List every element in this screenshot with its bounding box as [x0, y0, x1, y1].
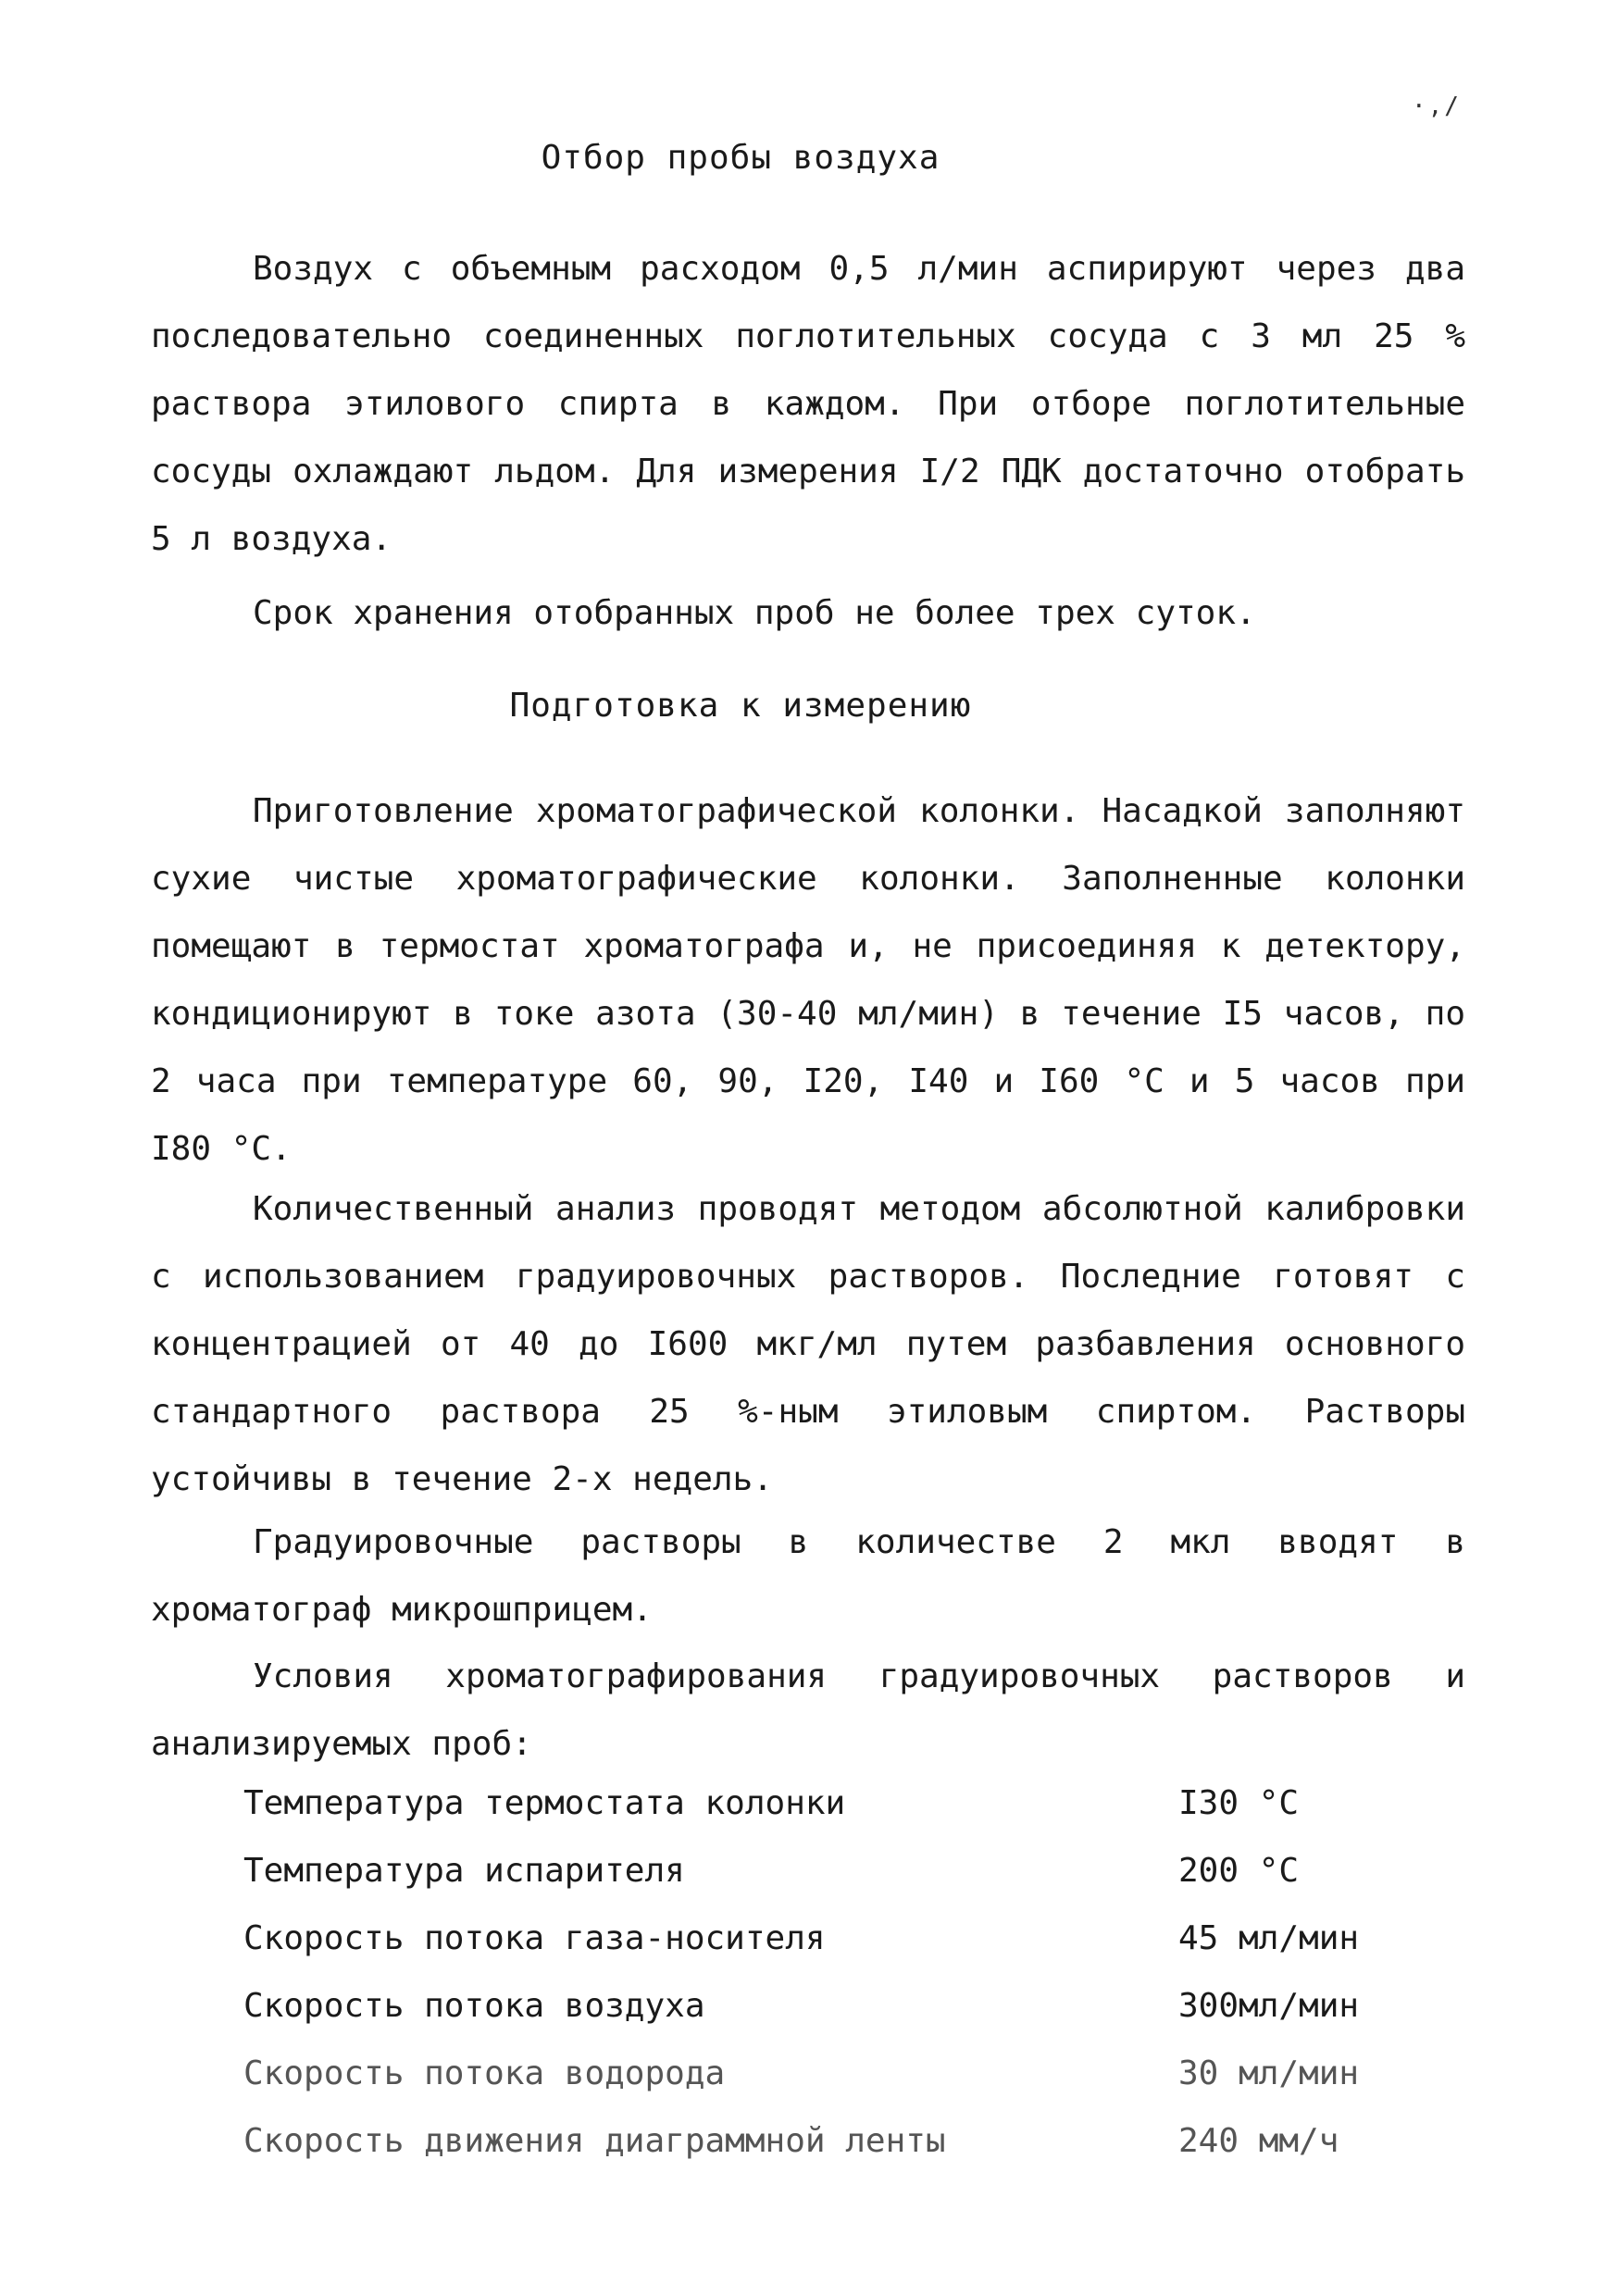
condition-row	[243, 1769, 1401, 1837]
conditions-table	[243, 1769, 1401, 2175]
condition-value: I30 °С	[1178, 1784, 1300, 1822]
section-title-preparation: Подготовка к измерению	[509, 687, 972, 725]
paragraph-text: Воздух с объемным расходом 0,5 л/мин аспирируют через два последовательно соединенных поглотительных сосуда с 3 мл 25 % раствора этилового спирта в каждом. При отборе поглотительные сосуды охлаждают льдом. Для измерения I/2 ПДК достаточно отобрать 5 л воздуха.	[151, 250, 1465, 558]
paragraph-column-preparation	[151, 777, 1465, 1183]
condition-value: 240 мм/ч	[1178, 2122, 1339, 2160]
condition-label: Скорость движения диаграммной ленты	[243, 2122, 946, 2160]
page-corner-mark: ·,/	[1412, 93, 1461, 120]
section-title-air-sampling: Отбор пробы воздуха	[541, 139, 940, 177]
condition-row	[243, 1905, 1401, 1972]
condition-label: Скорость потока водорода	[243, 2054, 726, 2092]
condition-row	[243, 1837, 1401, 1905]
condition-label: Температура термостата колонки	[243, 1784, 846, 1822]
condition-row	[243, 1972, 1401, 2040]
condition-value: 200 °С	[1178, 1852, 1300, 1890]
condition-label: Температура испарителя	[243, 1852, 685, 1890]
paragraph-text: Градуировочные растворы в количестве 2 мкл вводят в хроматограф микрошприцем.	[151, 1523, 1465, 1629]
condition-label: Скорость потока газа-носителя	[243, 1919, 826, 1957]
condition-label: Скорость потока воздуха	[243, 1987, 705, 2025]
condition-row	[243, 2040, 1401, 2107]
paragraph-injection	[151, 1508, 1465, 1644]
condition-value: 45 мл/мин	[1178, 1919, 1360, 1957]
paragraph-air-sampling	[151, 235, 1465, 573]
paragraph-text: Приготовление хроматографической колонки. Насадкой заполняют сухие чистые хроматографические колонки. Заполненные колонки помещают в термостат хроматографа и, не присоединяя к детектору, кондиционируют в токе азота (30-40 мл/мин) в течение I5 часов, по 2 часа при температуре 60, 90, I20, I40 и I60 °С и 5 часов при I80 °С.	[151, 792, 1465, 1168]
paragraph-text: Срок хранения отобранных проб не более трех суток.	[253, 594, 1256, 632]
paragraph-conditions-intro	[151, 1643, 1465, 1778]
condition-row	[243, 2107, 1401, 2175]
paragraph-storage	[151, 579, 1465, 647]
paragraph-quantitative-analysis	[151, 1175, 1465, 1513]
paragraph-text: Количественный анализ проводят методом абсолютной калибровки с использованием градуировочных растворов. Последние готовят с концентрацией от 40 до I600 мкг/мл путем разбавления основного стандартного раствора 25 %-ным этиловым спиртом. Растворы устойчивы в течение 2-х недель.	[151, 1190, 1465, 1498]
paragraph-text: Условия хроматографирования градуировочных растворов и анализируемых проб:	[151, 1657, 1465, 1763]
condition-value: 30 мл/мин	[1178, 2054, 1360, 2092]
condition-value: 300мл/мин	[1178, 1987, 1360, 2025]
